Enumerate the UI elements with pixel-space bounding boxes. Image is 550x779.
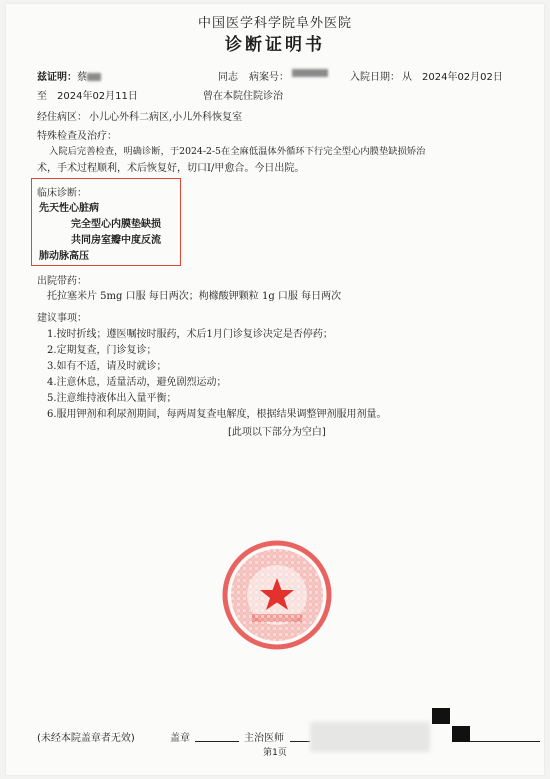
redacted-case-no (292, 69, 328, 77)
doctor-line (290, 741, 310, 742)
exam-label: 特殊检查及治疗： (37, 131, 117, 142)
advice-item: 3.如有不适，请及时就诊； (47, 361, 167, 372)
advice-item: 5.注意维持液体出入量平衡； (47, 393, 177, 404)
document-title: 诊断证明书 (225, 35, 325, 55)
advice-item: 1.按时折线；遵医嘱按时服药，术后1月门诊复诊决定是否停药； (47, 329, 333, 340)
redacted-block (452, 726, 470, 742)
diagnosis-item: 先天性心脏病 (39, 203, 99, 214)
advice-label: 建议事项： (37, 313, 87, 324)
right-line (470, 741, 540, 742)
from-label: 从 (402, 72, 412, 83)
hospital-name: 中国医学科学院阜外医院 (197, 16, 352, 31)
patient-name (77, 68, 101, 83)
discharge-date: 2024年02月11日 (57, 91, 138, 102)
to-label: 至 (37, 91, 47, 102)
comrade-label: 同志 (218, 72, 238, 83)
seal-line (195, 741, 239, 742)
stay-text: 曾在本院住院诊治 (203, 91, 283, 102)
exam-line-1: 入院后完善检查，明确诊断，于2024-2-5在全麻低温体外循环下行完全型心内膜垫缺损矫治 (49, 146, 426, 157)
discharge-meds-label: 出院带药： (37, 276, 87, 287)
diagnosis-item: 完全型心内膜垫缺损 (71, 219, 161, 230)
advice-item: 6.服用钾剂和利尿剂期间，每两周复查电解度，根据结果调整钾剂服用剂量。 (47, 409, 387, 420)
invalid-note: (未经本院盖章者无效) (37, 733, 135, 744)
redacted-name (87, 73, 101, 81)
advice-item: 4.注意休息，适量活动，避免剧烈运动； (47, 377, 227, 388)
page-number: 第1页 (263, 748, 287, 758)
blank-note: [此项以下部分为空白] (228, 427, 326, 438)
seal-label: 盖章 (170, 733, 190, 744)
ward-value: 小儿心外科二病区,小儿外科恢复室 (89, 112, 243, 123)
advice-item: 2.定期复查，门诊复诊； (47, 345, 157, 356)
certify-label: 兹证明： (37, 72, 77, 83)
ward-label: 经住病区： (37, 112, 87, 123)
diagnosis-label: 临床诊断： (37, 188, 87, 199)
redacted-block (432, 708, 450, 724)
case-no-label: 病案号： (249, 72, 289, 83)
diagnosis-item: 肺动脉高压 (39, 251, 89, 262)
hospital-stamp (222, 540, 332, 650)
exam-line-2: 术，手术过程顺利，术后恢复好，切口Ⅰ/甲愈合。今日出院。 (37, 163, 305, 174)
admit-date: 2024年02月02日 (422, 72, 503, 83)
admit-label: 入院日期： (350, 72, 400, 83)
case-no-value (292, 68, 328, 79)
diagnosis-item: 共同房室瓣中度反流 (71, 235, 161, 246)
doctor-label: 主治医师 (244, 733, 284, 744)
patient-name-text: 蔡 (77, 72, 87, 83)
discharge-meds-text: 托拉塞米片 5mg 口服 每日两次；枸橼酸钾颗粒 1g 口服 每日两次 (47, 291, 342, 302)
